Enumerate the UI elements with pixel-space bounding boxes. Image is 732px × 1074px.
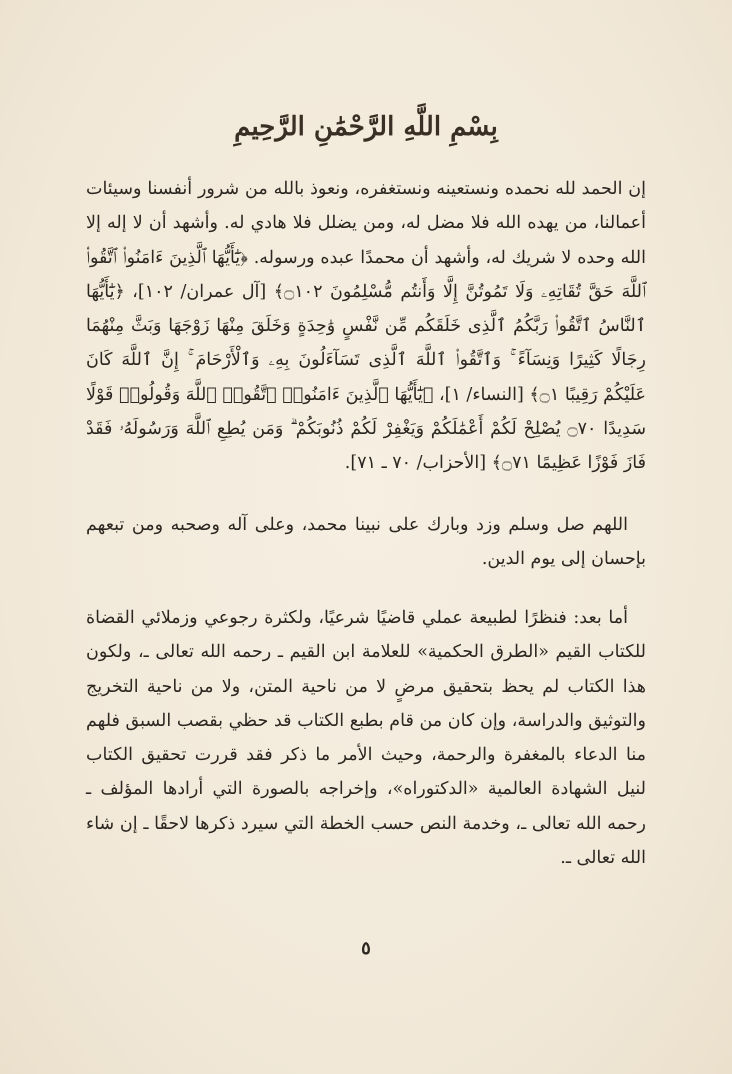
opening-sermon-block — [86, 172, 646, 481]
page-number: ٥ — [361, 938, 371, 959]
opening-sermon-paragraph: إن الحمد لله نحمده ونستعينه ونستغفره، ونعوذ بالله من شرور أنفسنا وسيئات أعمالنا، من يهده الله فلا مضل له، ومن يضلل فلا هادي له. وأشهد أن لا إله إلا الله وحده لا شريك له، وأشهد أن محمدًا عبده ورسوله. ﴿يَٰٓأَيُّهَا ٱلَّذِينَ ءَامَنُوا۟ ٱتَّقُوا۟ ٱللَّهَ حَقَّ تُقَاتِهِۦ وَلَا تَمُوتُنَّ إِلَّا وَأَنتُم مُّسْلِمُونَ ۝١٠٢﴾ [آل عمران/ ١٠٢]، ﴿يَٰٓأَيُّهَا ٱلنَّاسُ ٱتَّقُوا۟ رَبَّكُمُ ٱلَّذِى خَلَقَكُم مِّن نَّفْسٍ وَٰحِدَةٍ وَخَلَقَ مِنْهَا زَوْجَهَا وَبَثَّ مِنْهُمَا رِجَالًا كَثِيرًا وَنِسَآءً ۚ وَٱتَّقُوا۟ ٱللَّهَ ٱلَّذِى تَسَآءَلُونَ بِهِۦ وَٱلْأَرْحَامَ ۚ إِنَّ ٱللَّهَ كَانَ عَلَيْكُمْ رَقِيبًا ۝١﴾ [النساء/ ١]، ﴿يَٰٓأَيُّهَا ٱلَّذِينَ ءَامَنُوا۟ ٱتَّقُوا۟ ٱللَّهَ وَقُولُوا۟ قَوْلًا سَدِيدًا ۝٧٠ يُصْلِحْ لَكُمْ أَعْمَٰلَكُمْ وَيَغْفِرْ لَكُمْ ذُنُوبَكُمْ ۗ وَمَن يُطِعِ ٱللَّهَ وَرَسُولَهُۥ فَقَدْ فَازَ فَوْزًا عَظِيمًا ۝٧١﴾ [الأحزاب/ ٧٠ ـ ٧١]. — [86, 179, 646, 474]
salawat-paragraph: اللهم صل وسلم وزد وبارك على نبينا محمد، وعلى آله وصحبه ومن تبعهم بإحسان إلى يوم الدين. — [86, 515, 646, 570]
basmala-heading: بِسْمِ اللَّهِ الرَّحْمَٰنِ الرَّحِيمِ — [234, 112, 498, 142]
introduction-block — [86, 601, 646, 875]
salawat-block — [86, 508, 646, 577]
introduction-paragraph: أما بعد: فنظرًا لطبيعة عملي قاضيًا شرعيًا، ولكثرة رجوعي وزملائي القضاة للكتاب القيم «الطرق الحكمية» للعلامة ابن القيم ـ رحمه الله تعالى ـ، ولكون هذا الكتاب لم يحظ بتحقيق مرضٍ لا من ناحية المتن، ولا من ناحية التخريج والتوثيق والدراسة، وإن كان من قام بطبع الكتاب قد حظي بقصب السبق فلهم منا الدعاء بالمغفرة والرحمة، وحيث الأمر ما ذكر فقد قررت تحقيق الكتاب لنيل الشهادة العالمية «الدكتوراه»، وإخراجه بالصورة التي أرادها المؤلف ـ رحمه الله تعالى ـ، وخدمة النص حسب الخطة التي سيرد ذكرها لاحقًا ـ إن شاء الله تعالى ـ. — [86, 608, 646, 869]
